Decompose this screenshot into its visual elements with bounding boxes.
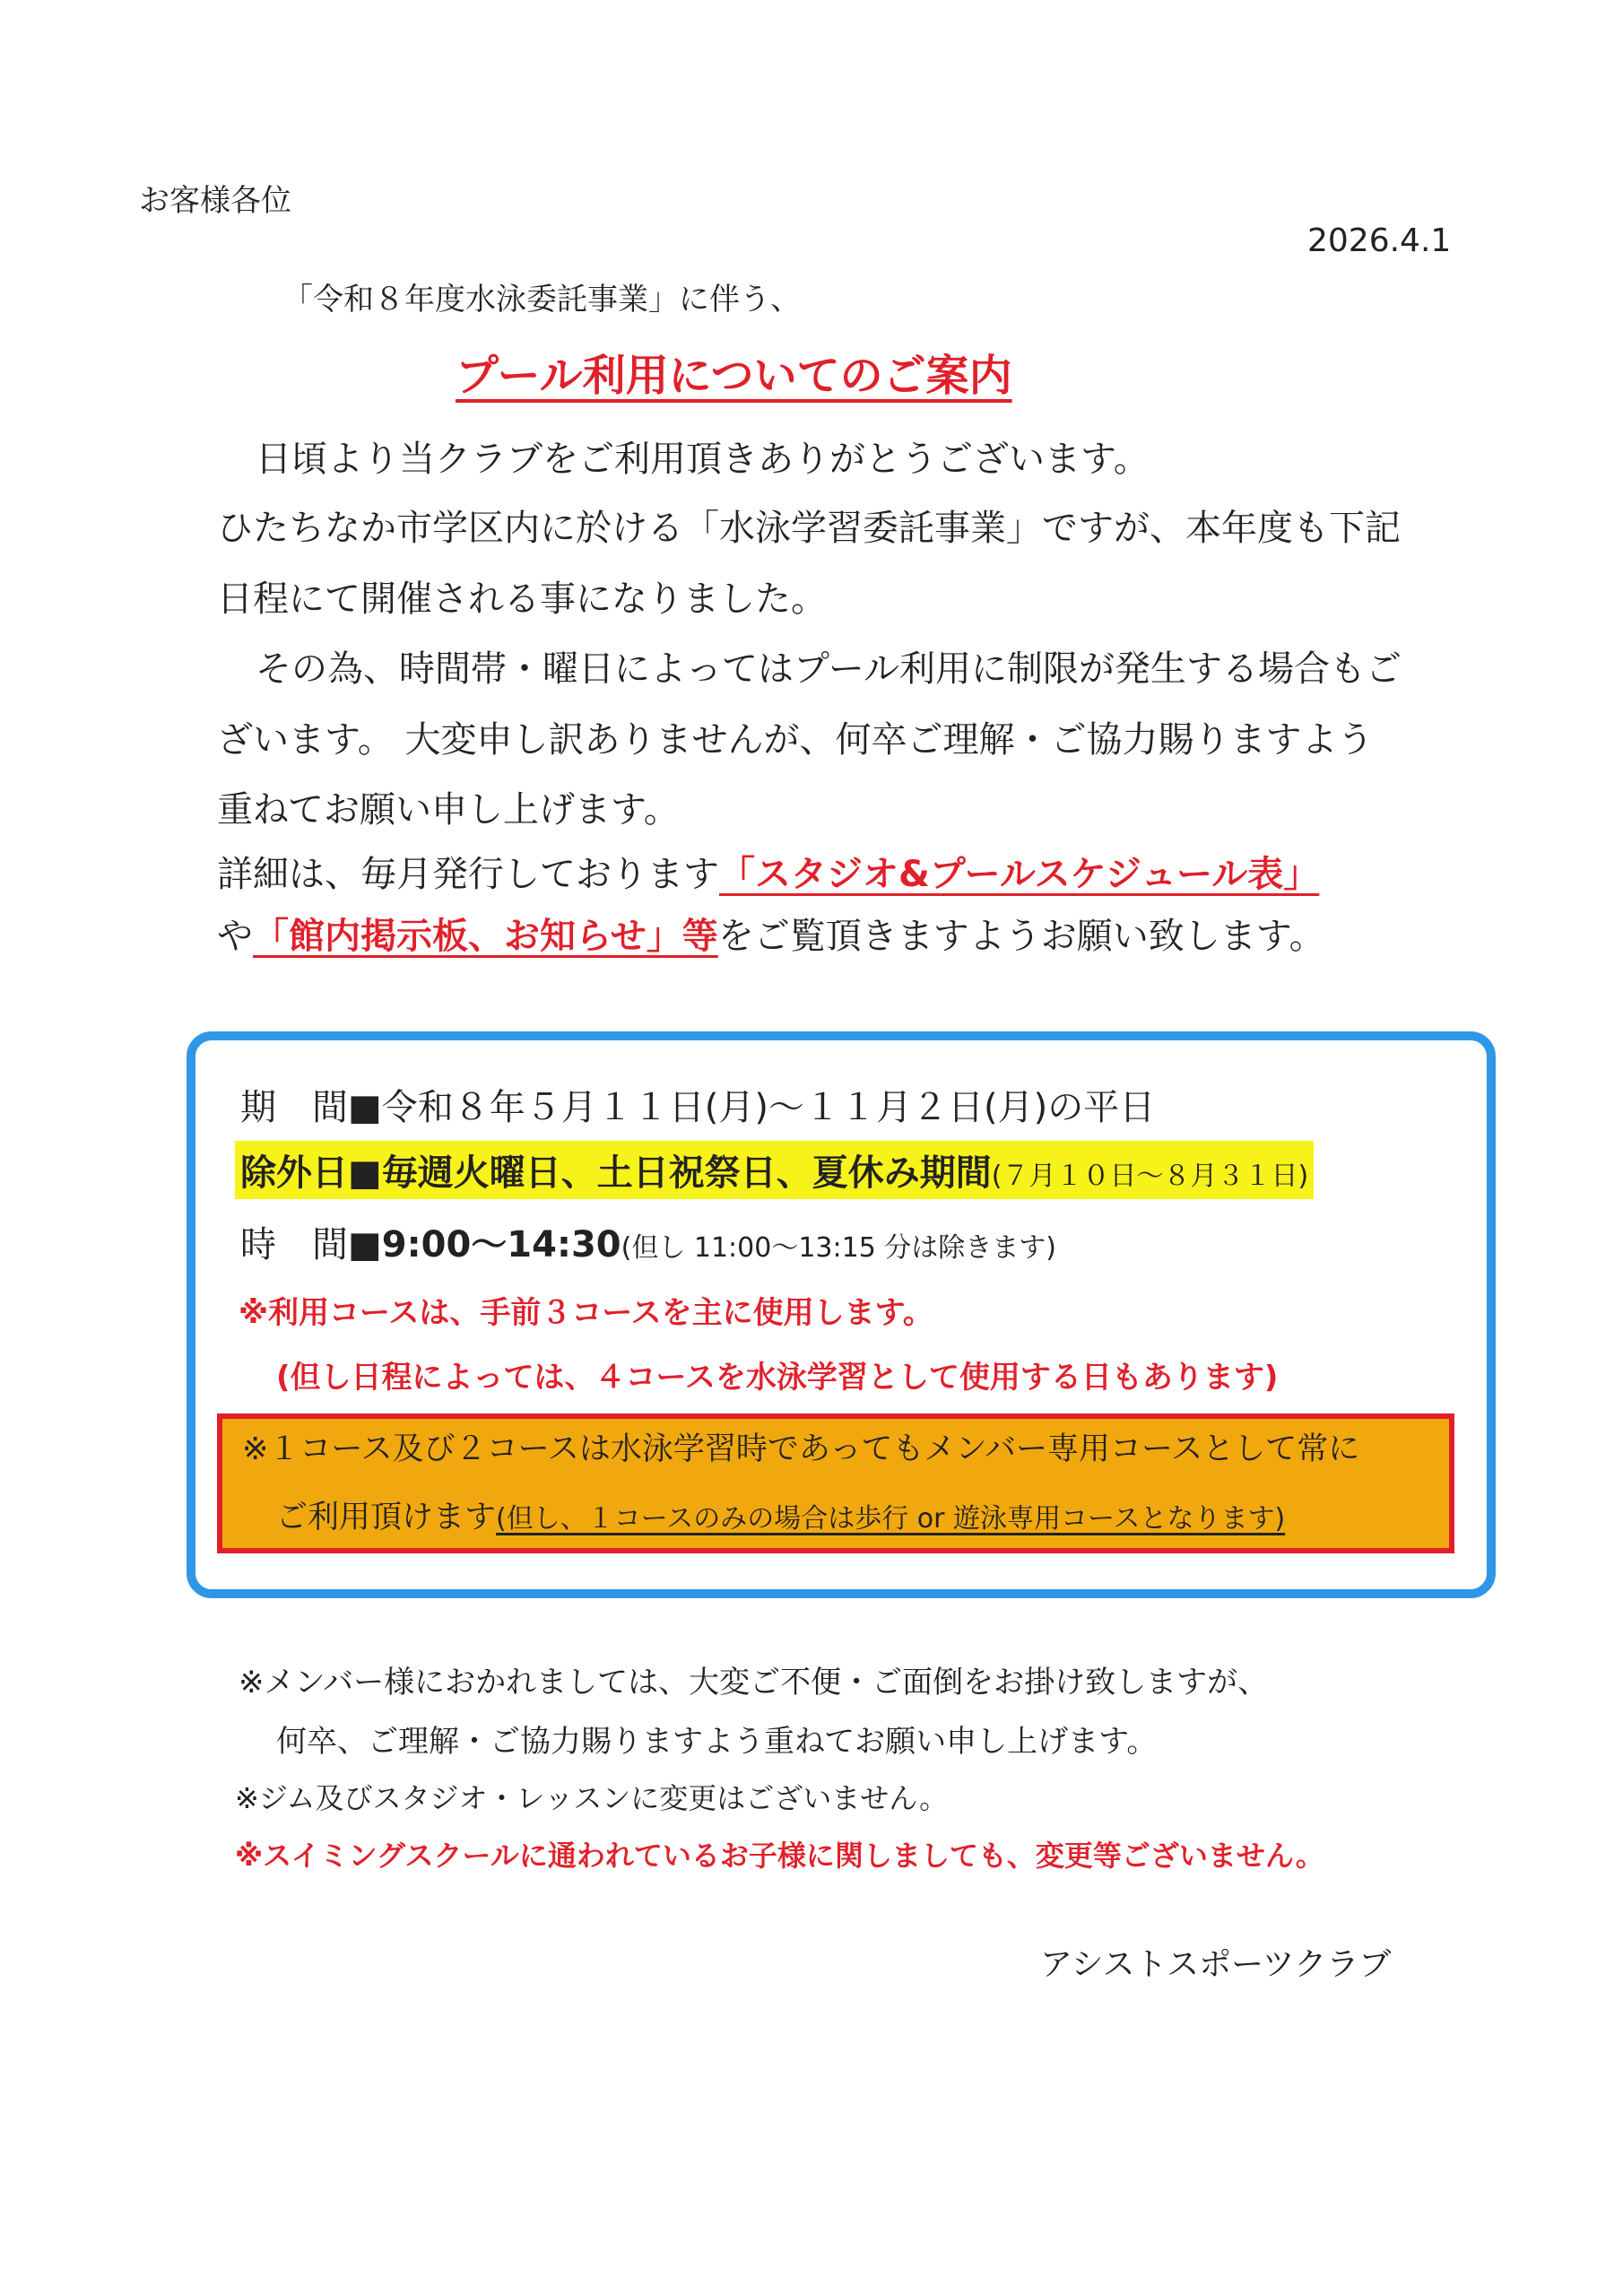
period-value: 令和８年５月１１日(月)～１１月２日(月)の平日: [381, 1087, 1156, 1128]
bulletin-reference: 「館内掲示板、お知らせ」等: [253, 916, 718, 957]
member-course-line-1: ※１コース及び２コースは水泳学習時であってもメンバー専用コースとして常に: [242, 1431, 1360, 1467]
time-value: 9:00～14:30: [381, 1224, 621, 1265]
period-row: [240, 1079, 1155, 1130]
member-course-line-2: [276, 1492, 1285, 1537]
body-paragraph-3: 日程にて開催される事になりました。: [217, 578, 827, 620]
document-date: 2026.4.1: [1307, 222, 1452, 259]
details-suffix: をご覧頂きますようお願い致します。: [717, 916, 1325, 957]
body-paragraph-5: ざいます。 大変申し訳ありませんが、何卒ご理解・ご協力賜りますよう: [217, 719, 1374, 761]
body-paragraph-2: ひたちなか市学区内に於ける「水泳学習委託事業」ですが、本年度も下記: [217, 508, 1401, 549]
member-course-line-2-prefix: ご利用頂けます: [276, 1500, 497, 1535]
body-paragraph-7: [217, 846, 1319, 897]
time-note: (但し 11:00～13:15 分は除きます): [621, 1232, 1057, 1264]
footnote-4: ※スイミングスクールに通われているお子様に関しましても、変更等ございません。: [235, 1839, 1324, 1873]
course-note: ※利用コースは、手前３コースを主に使用します。: [239, 1295, 933, 1331]
body-paragraph-6: 重ねてお願い申し上げます。: [217, 789, 680, 831]
period-label: 期 間■: [240, 1087, 382, 1128]
time-row: [240, 1216, 1056, 1267]
footnote-2: 何卒、ご理解・ご協力賜りますよう重ねてお願い申し上げます。: [276, 1724, 1158, 1760]
details-prefix: 詳細は、毎月発行しております: [217, 854, 719, 895]
excluded-note: (７月１０日～８月３１日): [991, 1161, 1309, 1192]
footnote-1: ※メンバー様におかれましては、大変ご不便・ご面倒をお掛け致しますが、: [239, 1665, 1269, 1700]
salutation: お客様各位: [139, 183, 291, 219]
member-course-line-2-note: (但し、１コースのみの場合は歩行 or 遊泳専用コースとなります): [496, 1503, 1286, 1535]
excluded-days-row: [235, 1141, 1314, 1199]
footnote-3: ※ジム及びスタジオ・レッスンに変更はございません。: [235, 1781, 949, 1815]
page-title: プール利用についてのご案内: [456, 351, 1012, 401]
intro-line: 「令和８年度水泳委託事業」に伴う、: [282, 282, 801, 317]
time-label: 時 間■: [240, 1224, 382, 1265]
excluded-value: 毎週火曜日、土日祝祭日、夏休み期間: [381, 1152, 992, 1194]
excluded-label: 除外日■: [240, 1152, 382, 1194]
course-exception-note: (但し日程によっては、４コースを水泳学習として使用する日もあります): [276, 1360, 1279, 1396]
details-ya: や: [217, 916, 253, 957]
body-paragraph-4: その為、時間帯・曜日によってはプール利用に制限が発生する場合もご: [256, 648, 1402, 690]
organization-name: アシストスポーツクラブ: [1040, 1946, 1392, 1983]
schedule-table-reference: 「スタジオ&プールスケジュール表」: [719, 854, 1320, 895]
body-paragraph-8: [217, 908, 1325, 959]
body-paragraph-1: 日頃より当クラブをご利用頂きありがとうございます。: [256, 439, 1150, 480]
